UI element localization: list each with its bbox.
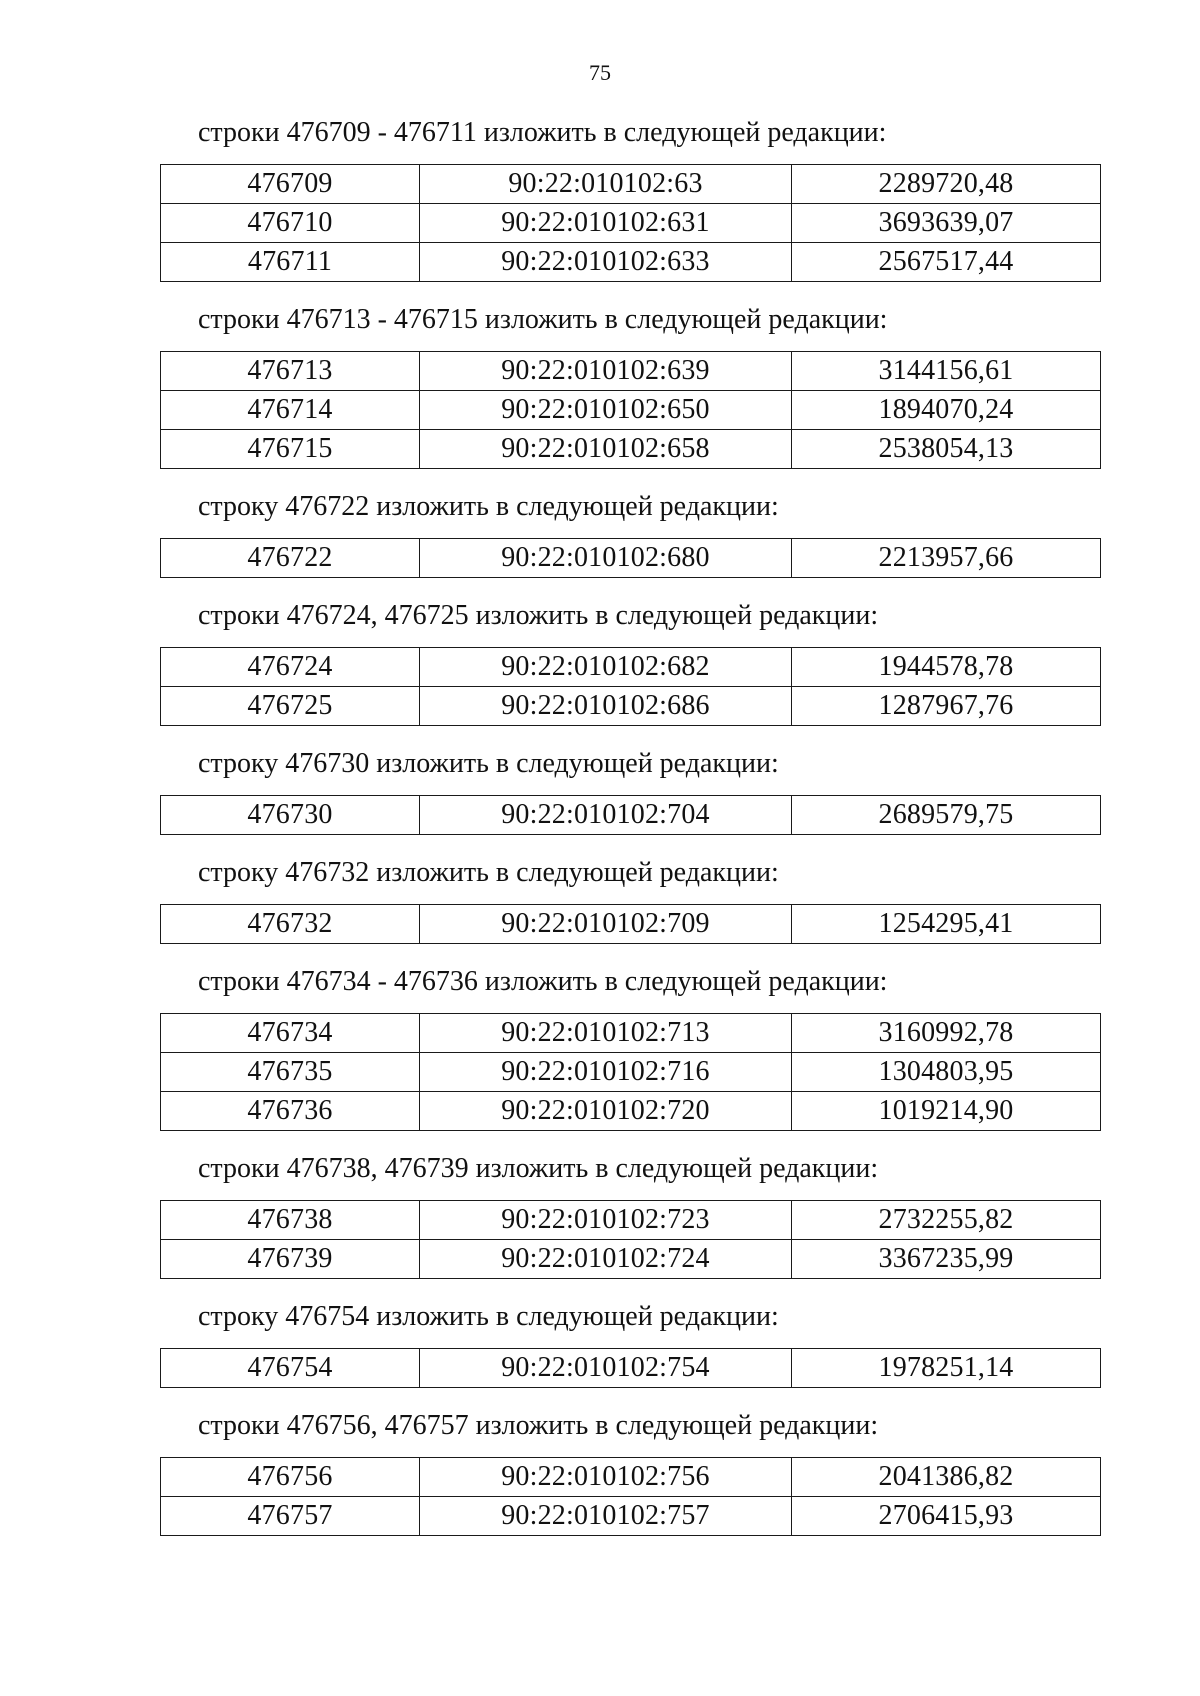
amendment-section (160, 856, 1100, 944)
amendment-section (160, 599, 1100, 726)
row-number-cell: 476730 (161, 796, 420, 835)
table-row (161, 204, 1101, 243)
cadastral-number-cell: 90:22:010102:724 (420, 1240, 792, 1279)
row-number-cell: 476710 (161, 204, 420, 243)
cadastral-value-cell: 2213957,66 (792, 539, 1101, 578)
cadastral-value-cell: 3693639,07 (792, 204, 1101, 243)
row-number-cell: 476754 (161, 1349, 420, 1388)
amendment-table (160, 795, 1101, 835)
table-row (161, 430, 1101, 469)
row-number-cell: 476756 (161, 1458, 420, 1497)
amendment-section (160, 490, 1100, 578)
cadastral-number-cell: 90:22:010102:757 (420, 1497, 792, 1536)
table-row (161, 165, 1101, 204)
table-row (161, 1240, 1101, 1279)
cadastral-value-cell: 1287967,76 (792, 687, 1101, 726)
amendment-table (160, 1348, 1101, 1388)
cadastral-value-cell: 3367235,99 (792, 1240, 1101, 1279)
table-row (161, 1092, 1101, 1131)
row-number-cell: 476732 (161, 905, 420, 944)
table-row (161, 243, 1101, 282)
instruction-text: строку 476730 изложить в следующей редакции: (198, 748, 779, 779)
cadastral-value-cell: 3160992,78 (792, 1014, 1101, 1053)
cadastral-value-cell: 1894070,24 (792, 391, 1101, 430)
document-body (160, 116, 1100, 1557)
cadastral-number-cell: 90:22:010102:63 (420, 165, 792, 204)
amendment-section (160, 1152, 1100, 1279)
cadastral-value-cell: 2289720,48 (792, 165, 1101, 204)
row-number-cell: 476739 (161, 1240, 420, 1279)
row-number-cell: 476738 (161, 1201, 420, 1240)
row-number-cell: 476714 (161, 391, 420, 430)
table-row (161, 1014, 1101, 1053)
cadastral-number-cell: 90:22:010102:756 (420, 1458, 792, 1497)
instruction-text: строки 476738, 476739 изложить в следующей редакции: (198, 1153, 879, 1184)
amendment-table (160, 351, 1101, 469)
instruction-text: строки 476724, 476725 изложить в следующей редакции: (198, 600, 879, 631)
amendment-table (160, 1200, 1101, 1279)
cadastral-number-cell: 90:22:010102:639 (420, 352, 792, 391)
amendment-section (160, 1300, 1100, 1388)
cadastral-value-cell: 2538054,13 (792, 430, 1101, 469)
cadastral-number-cell: 90:22:010102:682 (420, 648, 792, 687)
table-row (161, 1201, 1101, 1240)
cadastral-value-cell: 3144156,61 (792, 352, 1101, 391)
cadastral-value-cell: 2041386,82 (792, 1458, 1101, 1497)
row-number-cell: 476736 (161, 1092, 420, 1131)
cadastral-number-cell: 90:22:010102:680 (420, 539, 792, 578)
table-row (161, 905, 1101, 944)
table-row (161, 1053, 1101, 1092)
row-number-cell: 476724 (161, 648, 420, 687)
instruction-text: строки 476713 - 476715 изложить в следующей редакции: (198, 304, 888, 335)
cadastral-number-cell: 90:22:010102:754 (420, 1349, 792, 1388)
row-number-cell: 476715 (161, 430, 420, 469)
cadastral-number-cell: 90:22:010102:631 (420, 204, 792, 243)
instruction-text: строку 476722 изложить в следующей редакции: (198, 491, 779, 522)
row-number-cell: 476709 (161, 165, 420, 204)
row-number-cell: 476722 (161, 539, 420, 578)
cadastral-number-cell: 90:22:010102:704 (420, 796, 792, 835)
amendment-table (160, 904, 1101, 944)
amendment-table (160, 647, 1101, 726)
row-number-cell: 476757 (161, 1497, 420, 1536)
row-number-cell: 476711 (161, 243, 420, 282)
cadastral-value-cell: 1304803,95 (792, 1053, 1101, 1092)
amendment-section (160, 965, 1100, 1131)
table-row (161, 687, 1101, 726)
cadastral-value-cell: 1978251,14 (792, 1349, 1101, 1388)
cadastral-value-cell: 2567517,44 (792, 243, 1101, 282)
table-row (161, 796, 1101, 835)
instruction-text: строки 476756, 476757 изложить в следующей редакции: (198, 1410, 879, 1441)
cadastral-number-cell: 90:22:010102:716 (420, 1053, 792, 1092)
table-row (161, 1349, 1101, 1388)
amendment-table (160, 538, 1101, 578)
amendment-section (160, 116, 1100, 282)
table-row (161, 1458, 1101, 1497)
cadastral-number-cell: 90:22:010102:709 (420, 905, 792, 944)
table-row (161, 1497, 1101, 1536)
cadastral-number-cell: 90:22:010102:686 (420, 687, 792, 726)
amendment-table (160, 164, 1101, 282)
table-row (161, 648, 1101, 687)
cadastral-value-cell: 2706415,93 (792, 1497, 1101, 1536)
amendment-section (160, 1409, 1100, 1536)
cadastral-value-cell: 1019214,90 (792, 1092, 1101, 1131)
table-row (161, 352, 1101, 391)
cadastral-number-cell: 90:22:010102:723 (420, 1201, 792, 1240)
amendment-section (160, 747, 1100, 835)
row-number-cell: 476725 (161, 687, 420, 726)
instruction-text: строку 476754 изложить в следующей редакции: (198, 1301, 779, 1332)
row-number-cell: 476734 (161, 1014, 420, 1053)
instruction-text: строку 476732 изложить в следующей редакции: (198, 857, 779, 888)
cadastral-number-cell: 90:22:010102:720 (420, 1092, 792, 1131)
amendment-section (160, 303, 1100, 469)
cadastral-number-cell: 90:22:010102:713 (420, 1014, 792, 1053)
cadastral-number-cell: 90:22:010102:658 (420, 430, 792, 469)
amendment-table (160, 1457, 1101, 1536)
amendment-table (160, 1013, 1101, 1131)
cadastral-value-cell: 2689579,75 (792, 796, 1101, 835)
table-row (161, 539, 1101, 578)
cadastral-value-cell: 1254295,41 (792, 905, 1101, 944)
row-number-cell: 476735 (161, 1053, 420, 1092)
cadastral-value-cell: 1944578,78 (792, 648, 1101, 687)
instruction-text: строки 476734 - 476736 изложить в следующей редакции: (198, 966, 888, 997)
table-row (161, 391, 1101, 430)
cadastral-number-cell: 90:22:010102:650 (420, 391, 792, 430)
instruction-text: строки 476709 - 476711 изложить в следующей редакции: (198, 117, 887, 148)
cadastral-number-cell: 90:22:010102:633 (420, 243, 792, 282)
page-number: 75 (589, 60, 611, 85)
row-number-cell: 476713 (161, 352, 420, 391)
cadastral-value-cell: 2732255,82 (792, 1201, 1101, 1240)
